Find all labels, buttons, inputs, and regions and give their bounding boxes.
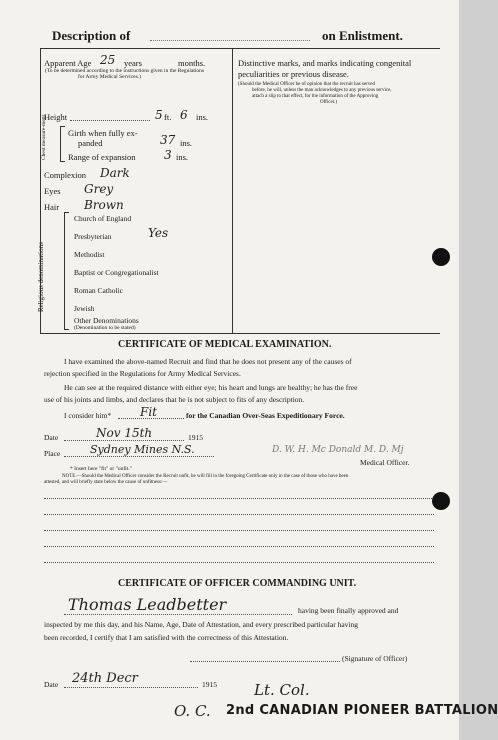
hair-value: Brown xyxy=(84,198,124,212)
medical-heading: CERTIFICATE OF MEDICAL EXAMINATION. xyxy=(118,339,332,350)
officer-rank: Lt. Col. xyxy=(254,681,310,699)
religion-brace xyxy=(64,212,69,330)
officer-date-value: 24th Decr xyxy=(72,671,138,686)
denomination-note: (Denomination to be stated) xyxy=(74,325,136,331)
marks-heading-1: Distinctive marks, and marks indicating congenital xyxy=(238,58,412,68)
binder-hole-bottom xyxy=(432,492,450,510)
consider-label: I consider him* xyxy=(64,411,112,420)
range-label: Range of expansion xyxy=(68,152,136,162)
range-value: 3 xyxy=(164,148,172,162)
signature-of-officer-label: (Signature of Officer) xyxy=(342,654,408,663)
top-rule xyxy=(40,48,440,49)
eyes-value: Grey xyxy=(84,182,114,196)
religious-denominations-label: Religious denominations xyxy=(37,242,45,312)
religion-baptist: Baptist or Congregationalist xyxy=(74,268,159,277)
religion-other: Other Denominations xyxy=(74,316,139,325)
medical-officer-signature: D. W. H. Mc Donald M. D. Mj xyxy=(272,445,404,455)
officer-line2: inspected by me this day, and his Name, Age, Date of Attestation, and every prescribed particular having xyxy=(44,620,359,629)
name-field-faded xyxy=(150,27,310,41)
marks-note-1: (Should the Medical Officer be of opinion that the recruit has served xyxy=(238,82,375,87)
medical-place-value: Sydney Mines N.S. xyxy=(90,443,195,456)
medical-note-1: NOTE.—Should the Medical Officer consider the Recruit unfit, he will fill in the foregoing Certificate only in the case of those who have been xyxy=(62,474,349,479)
title-left: Description of xyxy=(52,28,131,43)
chest-brace xyxy=(60,126,65,162)
hair-label: Hair xyxy=(44,202,60,212)
unfit-line-1 xyxy=(44,498,434,499)
consider-tail: for the Canadian Over-Seas Expeditionary Force. xyxy=(186,411,345,420)
medical-p1-line2: rejection specified in the Regulations for Army Medical Services. xyxy=(44,369,241,378)
complexion-label: Complexion xyxy=(44,170,87,180)
religion-jewish: Jewish xyxy=(74,304,95,313)
officer-line3: been recorded, I certify that I am satisfied with the correctness of this Attestation. xyxy=(44,633,289,642)
column-divider xyxy=(232,48,233,333)
insert-note: * Insert here "fit" or "unfit." xyxy=(70,466,132,472)
years-label: years xyxy=(124,58,142,68)
height-ins-label: ins. xyxy=(196,112,209,122)
apparent-age-value: 25 xyxy=(100,53,116,67)
table-bottom-rule xyxy=(40,333,440,334)
chest-measurement-label: Chest measure-ment xyxy=(41,114,47,160)
religion-methodist: Methodist xyxy=(74,250,105,259)
months-label: months. xyxy=(178,58,206,68)
battalion-stamp: 2nd CANADIAN PIONEER BATTALION xyxy=(226,703,498,718)
height-label: Height xyxy=(44,112,68,122)
officer-date-label: Date xyxy=(44,680,59,689)
officer-date-year: 1915 xyxy=(202,680,217,689)
unfit-line-4 xyxy=(44,546,434,547)
medical-date-value: Nov 15th xyxy=(96,426,153,440)
religion-church-of-england: Church of England xyxy=(74,214,132,223)
unfit-line-2 xyxy=(44,514,434,515)
medical-p2-line1: He can see at the required distance with either eye; his heart and lungs are healthy; he has the free xyxy=(64,383,358,392)
height-ft-value: 5 xyxy=(155,108,163,122)
girth-label-2: panded xyxy=(78,138,103,148)
religion-mark-value: Yes xyxy=(148,226,169,240)
range-ins-label: ins. xyxy=(176,152,189,162)
officer-oc: O. C. xyxy=(174,702,211,720)
recruit-name-value: Thomas Leadbetter xyxy=(68,595,227,614)
medical-place-label: Place xyxy=(44,449,61,458)
age-note-2: for Army Medical Services.) xyxy=(78,74,141,80)
unfit-line-3 xyxy=(44,530,434,531)
height-ins-value: 6 xyxy=(180,108,188,122)
eyes-label: Eyes xyxy=(44,186,61,196)
unfit-line-5 xyxy=(44,562,434,563)
girth-ins-label: ins. xyxy=(180,138,193,148)
medical-p1-line1: I have examined the above-named Recruit and find that he does not present any of the causes of xyxy=(64,357,352,366)
officer-heading: CERTIFICATE OF OFFICER COMMANDING UNIT. xyxy=(118,578,357,589)
religion-roman-catholic: Roman Catholic xyxy=(74,286,123,295)
age-note-1: (To be determined according to the instructions given in the Regulations xyxy=(45,68,205,74)
medical-date-label: Date xyxy=(44,433,59,442)
medical-note-2: attested, and will briefly state below the cause of unfitness:— xyxy=(44,480,168,485)
marks-note-2: before, he will, unless the man acknowledges to any previous service, xyxy=(252,88,392,93)
girth-value: 37 xyxy=(160,133,176,147)
religion-presbyterian: Presbyterian xyxy=(74,232,112,241)
title-right: on Enlistment. xyxy=(322,28,403,43)
medical-date-year: 1915 xyxy=(188,433,203,442)
consider-value: Fit xyxy=(140,405,157,419)
apparent-age-label: Apparent Age xyxy=(44,58,92,68)
medical-p2-line2: use of his joints and limbs, and declares that he is not subject to fits of any description. xyxy=(44,395,305,404)
marks-note-3: attach a slip to that effect, for the information of the Approving xyxy=(252,94,379,99)
medical-officer-label: Medical Officer. xyxy=(360,458,410,467)
marks-note-4: Officer.) xyxy=(320,100,337,105)
ft-label: ft. xyxy=(164,112,172,122)
officer-line1-tail: having been finally approved and xyxy=(298,606,399,615)
girth-label-1: Girth when fully ex- xyxy=(68,128,138,138)
marks-heading-2: peculiarities or previous disease. xyxy=(238,69,349,79)
binder-hole-top xyxy=(432,248,450,266)
complexion-value: Dark xyxy=(100,166,130,180)
